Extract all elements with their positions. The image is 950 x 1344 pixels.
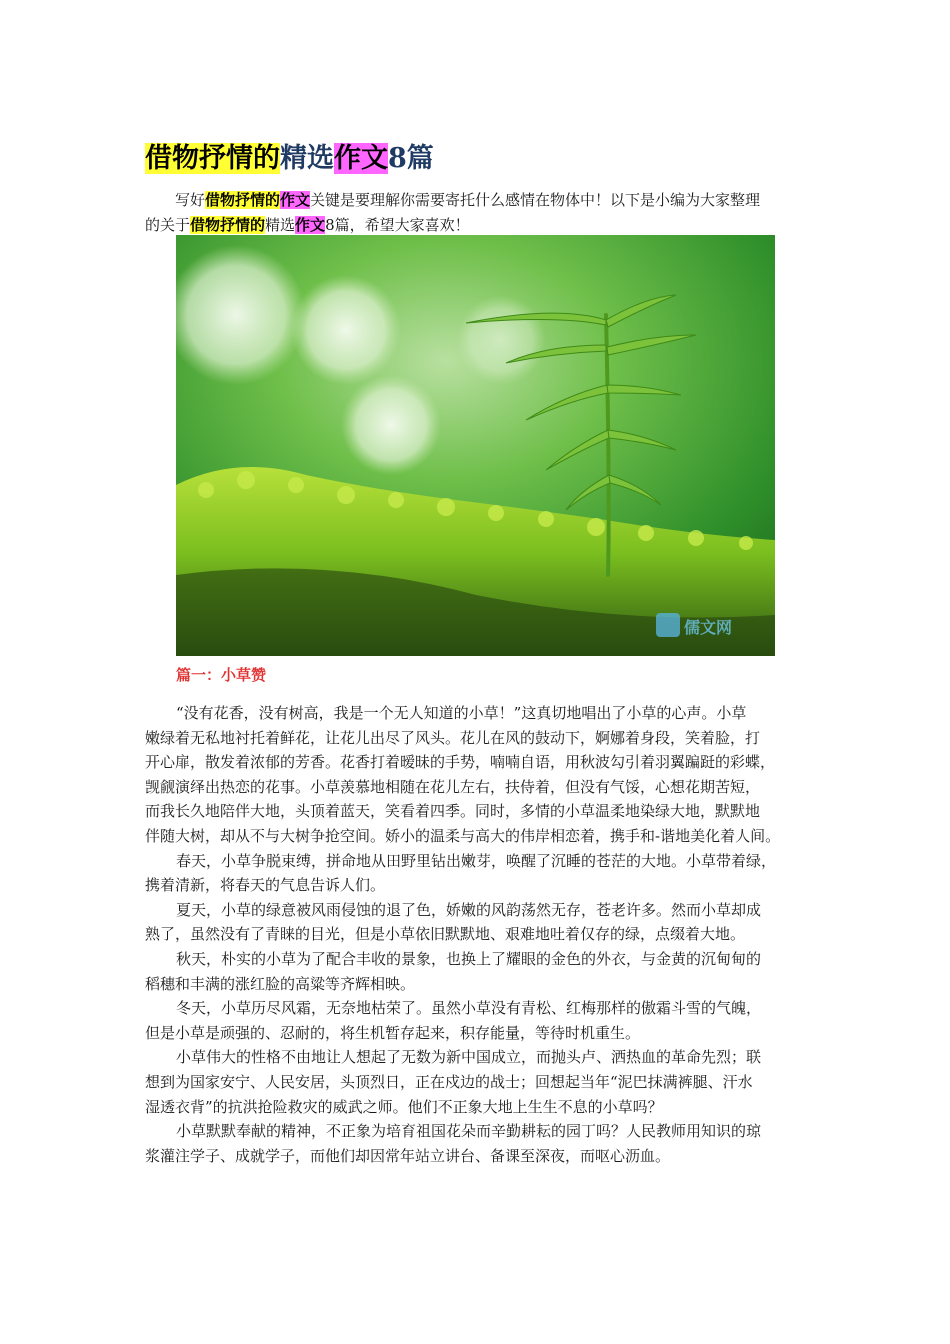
intro-text: 精选 [265, 216, 296, 234]
essay-line: 小草默默奉献的精神，不正象为培育祖国花朵而辛勤耕耘的园丁吗？人民教师用知识的琼 [176, 1122, 762, 1141]
title-count: 8篇 [388, 143, 434, 174]
essay-line: “没有花香，没有树高，我是一个无人知道的小草！”这真切地唱出了小草的心声。小草 [176, 704, 747, 722]
essay-line: 觊觎演绎出热恋的花事。小草羡慕地相随在花儿左右，扶侍着，但没有气馁，心想花期苦短， [145, 777, 761, 796]
essay-line: 夏天，小草的绿意被风雨侵蚀的退了色，娇嫩的风韵荡然无存，苍老许多。然而小草却成 [176, 900, 762, 919]
title-highlight-yellow: 借物抒情的 [145, 143, 280, 174]
keyword-highlight: 作文 [280, 191, 311, 209]
essay-body [145, 701, 815, 1168]
keyword-highlight: 作文 [295, 216, 326, 234]
essay-line: 浆灌注学子、成就学子，而他们却因常年站立讲台、备课至深夜，而呕心沥血。 [145, 1146, 671, 1165]
essay-line: 稻穗和丰满的涨红脸的高粱等齐辉相映。 [145, 974, 416, 993]
essay-line: 想到为国家安宁、人民安居，头顶烈日，正在戍边的战士；回想起当年“泥巴抹满裤腿、汗水 [145, 1072, 753, 1091]
intro-text: 写好 [175, 191, 206, 209]
essay-line: 秋天，朴实的小草为了配合丰收的景象，也换上了耀眼的金色的外衣，与金黄的沉甸甸的 [176, 949, 762, 968]
sprout-photo [176, 235, 775, 656]
essay-line: 嫩绿着无私地衬托着鲜花，让花儿出尽了风头。花儿在风的鼓动下，婀娜着身段，笑着脸，打 [145, 728, 761, 747]
essay-line: 小草伟大的性格不由地让人想起了无数为新中国成立，而抛头卢、洒热血的革命先烈；联 [176, 1048, 762, 1067]
intro-paragraph [145, 188, 805, 238]
essay-line: 而我长久地陪伴大地，头顶着蓝天，笑看着四季。同时，多情的小草温柔地染绿大地，默默地 [145, 802, 761, 821]
title-highlight-pink: 作文 [334, 143, 388, 174]
essay-line: 伴随大树，却从不与大树争抢空间。娇小的温柔与高大的伟岸相恋着，携手和-谐地美化着人间。 [145, 826, 781, 845]
svg-text:儒文网: 儒文网 [684, 618, 733, 637]
essay-line: 冬天，小草历尽风霜，无奈地枯荣了。虽然小草没有青松、红梅那样的傲霜斗雪的气魄， [176, 999, 762, 1018]
intro-text: 8篇，希望大家喜欢！ [325, 216, 470, 234]
intro-text: 关键是要理解你需要寄托什么感情在物体中！以下是小编为大家整理 [310, 191, 761, 209]
section-heading: 篇一：小草赞 [176, 666, 267, 684]
essay-line: 携着清新，将春天的气息告诉人们。 [145, 876, 386, 895]
essay-line: 湿透衣背”的抗洪抢险救灾的威武之师。他们不正象大地上生生不息的小草吗？ [145, 1097, 663, 1116]
intro-line-1 [145, 188, 805, 213]
essay-line: 春天，小草争脱束缚，拼命地从田野里钻出嫩芽，唤醒了沉睡的苍茫的大地。小草带着绿， [176, 851, 777, 870]
essay-line: 熟了，虽然没有了青睐的目光，但是小草依旧默默地、艰难地吐着仅存的绿，点缀着大地。 [145, 925, 746, 944]
keyword-highlight: 借物抒情的 [205, 191, 281, 209]
essay-line: 开心扉，散发着浓郁的芳香。花香打着暧昧的手势，喃喃自语，用秋波勾引着羽翼蹁跹的彩蝶， [145, 753, 776, 772]
keyword-highlight: 借物抒情的 [190, 216, 266, 234]
essay-line: 但是小草是顽强的、忍耐的，将生机暂存起来，积存能量，等待时机重生。 [145, 1023, 641, 1042]
title-text: 精选 [280, 143, 334, 174]
intro-text: 的关于 [145, 216, 191, 234]
page-title [145, 140, 434, 178]
